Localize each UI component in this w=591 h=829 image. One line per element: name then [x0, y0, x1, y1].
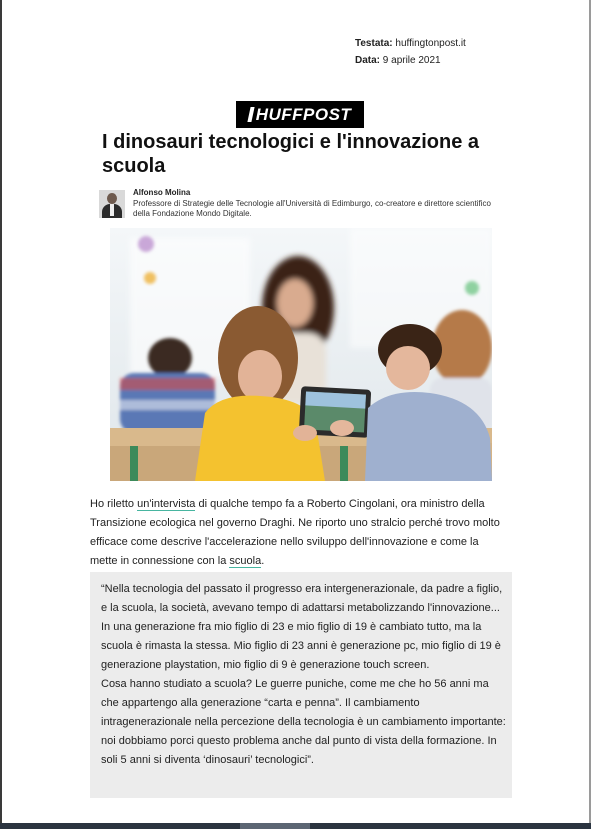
intro-text-1: Ho riletto: [90, 498, 138, 510]
quote-text: [101, 580, 506, 770]
bottom-toolbar: [0, 823, 591, 829]
testata-value: huffingtonpost.it: [395, 38, 466, 49]
testata-line: [355, 35, 466, 52]
intro-paragraph: [90, 495, 505, 571]
quote-paragraph-2: Cosa hanno studiato a scuola? Le guerre puniche, come me che ho 56 anni ma che appartengo alla generazione “carta e penna”. Il cambiamento intragenerazionale nella percezione della tecnologia è un cambiamento importante: noi dobbiamo porci questo problema anche dal punto di vista della formazione. In soli 5 anni si diventa ‘dinosauri’ tecnologici”.: [101, 678, 506, 766]
classroom-photo: [110, 228, 492, 481]
date-value: 9 aprile 2021: [382, 55, 441, 66]
date-line: [355, 52, 466, 69]
article-title: I dinosauri tecnologici e l'innovazione a scuola: [102, 131, 480, 177]
logo-text: HUFFPOST: [255, 104, 352, 124]
scuola-link[interactable]: scuola: [229, 555, 262, 567]
huffpost-logo: [236, 101, 364, 128]
intro-text-2: di qualche tempo fa a Roberto Cingolani, ora ministro della Transizione ecologica nel governo Draghi. Ne riporto uno stralcio perché trovo molto efficace come descrive l'accelerazione nello sviluppo dell'innovazione e come la mette in connessione con la: [90, 498, 500, 567]
date-label: Data:: [355, 55, 381, 66]
scrollbar-thumb[interactable]: [240, 823, 310, 829]
logo-mark: [247, 107, 254, 122]
author-name: Alfonso Molina: [133, 188, 191, 197]
page-left-edge: [0, 0, 2, 829]
testata-label: Testata:: [355, 38, 393, 49]
quote-paragraph-1: “Nella tecnologia del passato il progresso era intergenerazionale, da padre a figlio, e la scuola, la società, avevano tempo di adattarsi metabolizzando l'innovazione... In una generazione fra mio figlio di 23 e mio figlio di 19 è cambiato tutto, ma la scuola è rimasta la stessa. Mio figlio di 23 anni è generazione pc, mio figlio di 19 è generazione playstation, mio figlio di 9 è generazione touch screen.: [101, 583, 503, 671]
intro-text-3: .: [261, 555, 265, 567]
author-avatar: [99, 190, 125, 218]
interview-link[interactable]: un'intervista: [137, 498, 196, 510]
document-metadata: [355, 35, 466, 69]
quote-block: [90, 572, 512, 798]
author-bio: Professore di Strategie delle Tecnologie all'Università di Edimburgo, co-creatore e direttore scientifico della Fondazione Mondo Digitale.: [133, 199, 492, 218]
